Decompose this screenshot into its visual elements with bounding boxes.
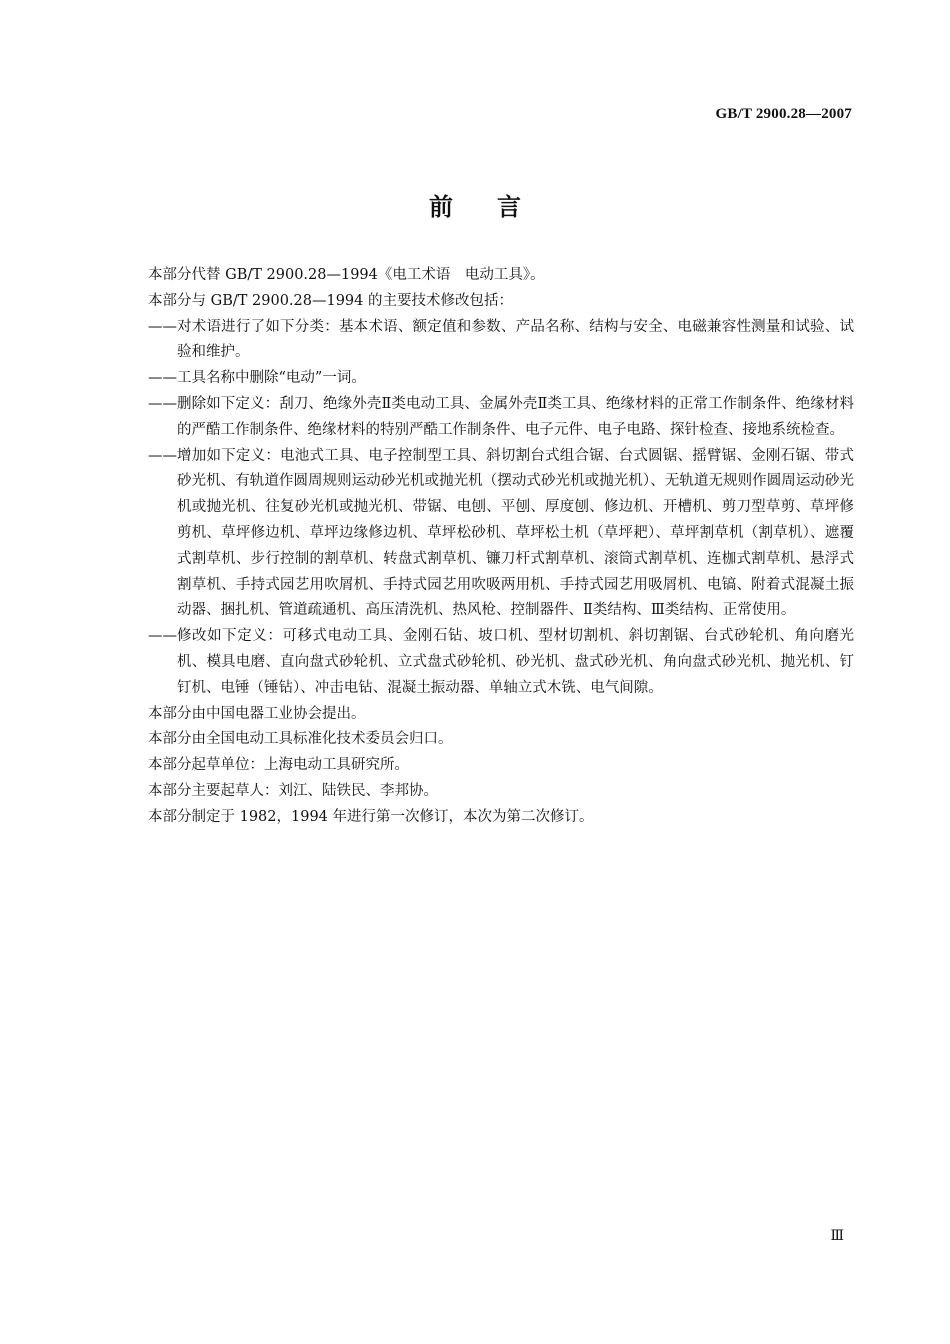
item-dash: —— bbox=[148, 447, 177, 464]
closing-paragraph: 本部分由全国电动工具标准化技术委员会归口。 bbox=[148, 731, 453, 748]
page-title: 前言 bbox=[429, 193, 565, 221]
change-item bbox=[148, 444, 854, 625]
standard-number: GB/T 2900.28—2007 bbox=[715, 106, 852, 122]
page-number: Ⅲ bbox=[830, 1229, 844, 1244]
closing-paragraph: 本部分主要起草人：刘江、陆铁民、李邦协。 bbox=[148, 782, 438, 799]
change-item-text: 工具名称中删除“电动”一词。 bbox=[177, 370, 366, 387]
closing-paragraph: 本部分由中国电器工业协会提出。 bbox=[148, 705, 366, 722]
change-item-text: 修改如下定义：可移式电动工具、金刚石钻、坡口机、型材切割机、斜切割锯、台式砂轮机、角向磨光机、模具电磨、直向盘式砂轮机、立式盘式砂轮机、砂光机、盘式砂光机、角向盘式砂光机、抛光机、钉钉机、电锤（锤钻）、冲击电钻、混凝土振动器、单轴立式木铣、电气间隙。 bbox=[177, 628, 854, 696]
foreword-body bbox=[148, 263, 854, 831]
item-dash: —— bbox=[148, 395, 177, 412]
change-item bbox=[148, 624, 854, 701]
intro-paragraph: 本部分与 GB/T 2900.28—1994 的主要技术修改包括： bbox=[148, 292, 513, 309]
closing-paragraph: 本部分制定于 1982，1994 年进行第一次修订，本次为第二次修订。 bbox=[148, 808, 594, 825]
change-item-text: 删除如下定义：刮刀、绝缘外壳Ⅱ类电动工具、金属外壳Ⅱ类工具、绝缘材料的正常工作制条件、绝缘材料的严酷工作制条件、绝缘材料的特别严酷工作制条件、电子元件、电子电路、探针检查、接地系统检查。 bbox=[177, 395, 854, 438]
item-dash: —— bbox=[148, 628, 177, 645]
change-item-text: 对术语进行了如下分类：基本术语、额定值和参数、产品名称、结构与安全、电磁兼容性测量和试验、试验和维护。 bbox=[177, 318, 854, 361]
change-item bbox=[148, 366, 854, 392]
item-dash: —— bbox=[148, 370, 177, 387]
change-item bbox=[148, 392, 854, 444]
change-item-text: 增加如下定义：电池式工具、电子控制型工具、斜切割台式组合锯、台式圆锯、摇臂锯、金刚石锯、带式砂光机、有轨道作圆周规则运动砂光机或抛光机（摆动式砂光机或抛光机）、无轨道无规则作圆周运动砂光机或抛光机、往复砂光机或抛光机、带锯、电刨、平刨、厚度刨、修边机、开槽机、剪刀型草剪、草坪修剪机、草坪修边机、草坪边缘修边机、草坪松砂机、草坪松土机（草坪耙）、草坪割草机（割草机）、遮覆式割草机、步行控制的割草机、转盘式割草机、镰刀杆式割草机、滚筒式割草机、连枷式割草机、悬浮式割草机、手持式园艺用吹屑机、手持式园艺用吹吸两用机、手持式园艺用吸屑机、电镐、附着式混凝土振动器、捆扎机、管道疏通机、高压清洗机、热风枪、控制器件、Ⅱ类结构、Ⅲ类结构、正常使用。 bbox=[177, 447, 854, 619]
intro-paragraph: 本部分代替 GB/T 2900.28—1994《电工术语 电动工具》。 bbox=[148, 267, 545, 283]
closing-paragraph: 本部分起草单位：上海电动工具研究所。 bbox=[148, 757, 409, 774]
change-item bbox=[148, 315, 854, 367]
item-dash: —— bbox=[148, 318, 177, 335]
